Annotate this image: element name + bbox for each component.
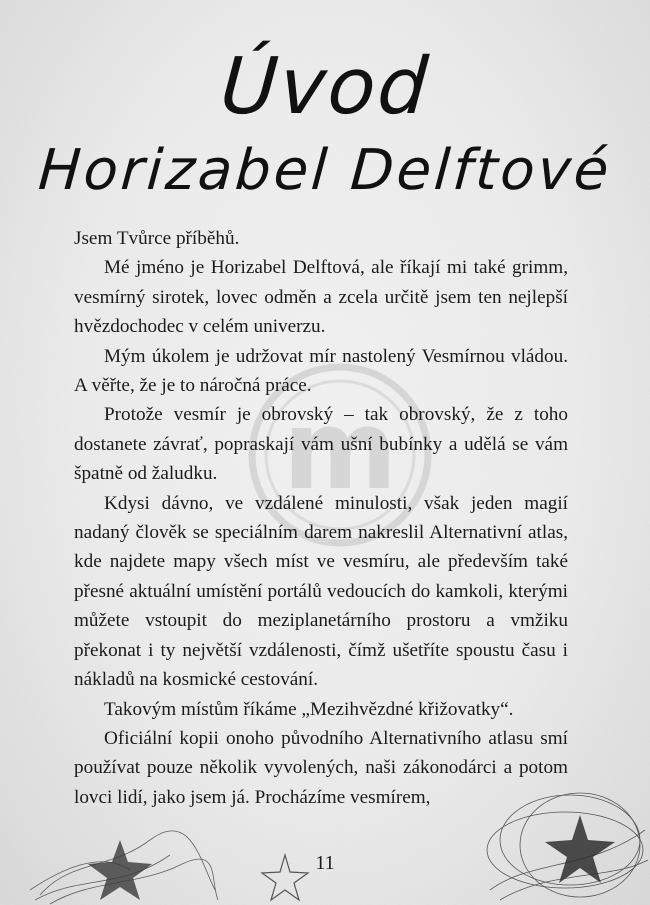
chapter-subtitle: Horizabel Delftové: [36, 138, 614, 203]
starfish-decoration-right: [470, 770, 650, 905]
page-number: 11: [315, 852, 335, 874]
body-text: [74, 224, 568, 812]
paragraph: Takovým místům říkáme „Mezihvězdné křižovatky“.: [104, 698, 514, 720]
paragraph: Mé jméno je Horizabel Delftová, ale říkají mi také grimm, vesmírný sirotek, lovec odměn a zcela určitě jsem ten nejlepší hvězdochodec v celém univerzu.: [74, 257, 568, 338]
paragraph: Protože vesmír je obrovský – tak obrovský, že z toho dostanete závrať, popraskají vám ušní bubínky a udělá se vám špatně od žaludku.: [74, 404, 568, 485]
paragraph: Jsem Tvůrce příběhů.: [74, 228, 240, 249]
paragraph: Mým úkolem je udržovat mír nastolený Vesmírnou vládou. A věřte, že je to náročná práce.: [74, 345, 568, 397]
chapter-title: Úvod: [217, 42, 433, 132]
watermark-letter: m: [282, 386, 398, 514]
paragraph: Kdysi dávno, ve vzdálené minulosti, však jeden magií nadaný člověk se speciálním darem nakreslil Alternativní atlas, kde najdete mapy všech míst ve vesmíru, ale především také přesné aktuální umístění portálů vedoucích do kamkoli, kterými můžete vstoupit do meziplanetárního prostoru a vmžiku překonat i ty největší vzdálenosti, čímž ušetříte spoustu času i nákladů na kosmické cestování.: [74, 492, 568, 691]
paragraph: Oficiální kopii onoho původního Alternativního atlasu smí používat pouze několik vyvolených, naši zákonodárci a potom lovci lidí, jako jsem já. Procházíme vesmírem,: [74, 727, 568, 808]
